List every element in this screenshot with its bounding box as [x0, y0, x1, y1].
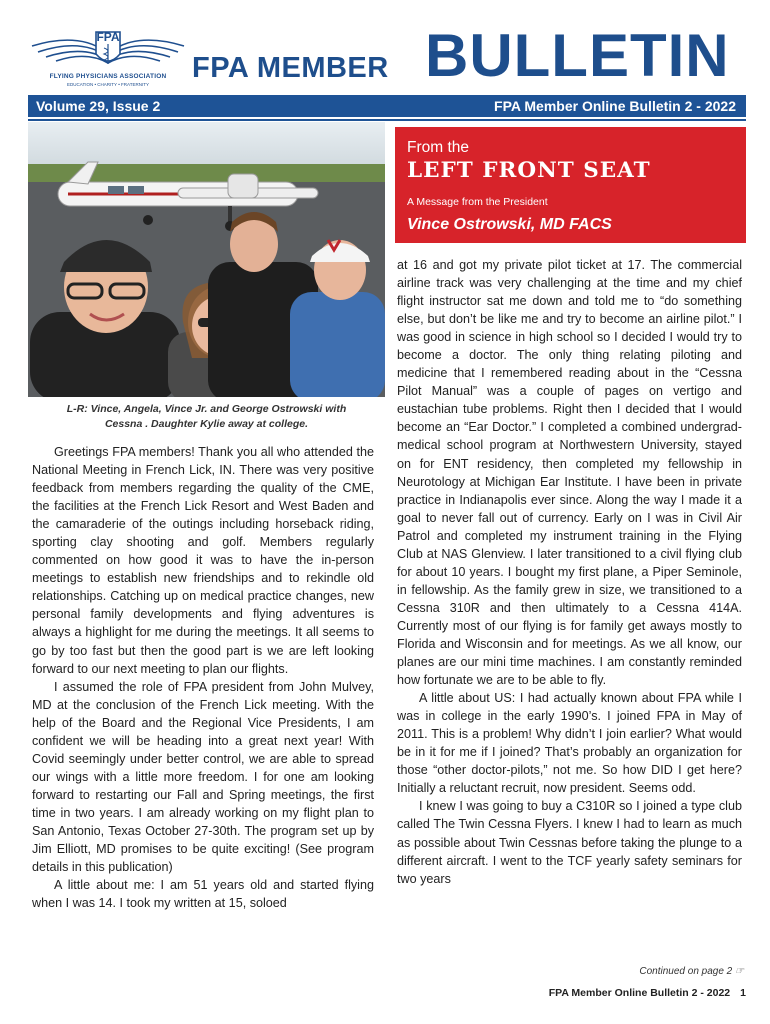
masthead-title-small: FPA MEMBER	[192, 52, 389, 84]
continued-link[interactable]: Continued on page 2 ☞	[639, 966, 744, 977]
family-photo	[28, 122, 385, 397]
svg-text:FPA: FPA	[96, 30, 120, 43]
fpa-logo	[28, 24, 188, 92]
masthead-rule	[28, 119, 746, 121]
page-number: 1	[740, 987, 746, 999]
article-paragraph: A little about me: I am 51 years old and started flying when I was 14. I took my written at 15, soloed	[32, 878, 374, 911]
article-paragraph: I knew I was going to buy a C310R so I joined a type club called The Twin Cessna Flyers. I knew I had to learn as much as possible about Twin Cessnas before taking the plunge to a different aircraft. I went to the TCF yearly safety seminars for two years	[397, 799, 742, 886]
page-footer	[549, 987, 746, 999]
article-column-left	[32, 443, 374, 912]
article-paragraph: A little about US: I had actually known about FPA while I was in college in the early 1990’s. I joined FPA in May of 2011. This is a problem! Why didn’t I join earlier? What would be in it for me if I joined? That’s probably an organization for those “other doctor-pilots,” not me. So how DID I get here? Initially a reluctant recruit, now president. Seems odd.	[397, 691, 742, 796]
section-title: LEFT FRONT SEAT	[407, 158, 651, 183]
logo-tagline: EDUCATION • CHARITY • FRATERNITY	[67, 82, 149, 87]
section-subtitle: A Message from the President	[407, 196, 548, 208]
article-paragraph: I assumed the role of FPA president from John Mulvey, MD at the conclusion of the French Lick meeting. With the help of the Board and the Regional Vice Presidents, I am confident we will be heading into a great next year! With Covid seemingly under better control, we are able to spread our wings with a little more freedom. I for one am looking forward to restarting our Fall and Spring meetings, the first time in two years. I am already working on my flight plan to San Antonio, Texas October 27-30th. The program set up by Jim Elliott, MD promises to be quite exciting! (See program details in this publication)	[32, 679, 374, 875]
edition-label: FPA Member Online Bulletin 2 - 2022	[494, 98, 736, 114]
logo-org-name: FLYING PHYSICIANS ASSOCIATION	[49, 73, 167, 80]
logo-abbr	[88, 29, 128, 43]
author-name: Vince Ostrowski, MD FACS	[407, 216, 612, 233]
photo-caption: L-R: Vince, Angela, Vince Jr. and George Ostrowski with Cessna . Daughter Kylie away at college.	[66, 403, 347, 430]
footer-label: FPA Member Online Bulletin 2 - 2022	[548, 987, 731, 999]
masthead-title-big: BULLETIN	[425, 22, 730, 89]
article-paragraph: at 16 and got my private pilot ticket at 17. The commercial airline track was very challenging at the time and my chief flight instructor sat me down and told me to “do something else, but don’t be like me and try to become an airline pilot.” I was good in science in high school so I decided I would try to become a doctor. The only thing relating piloting and medicine that I remembered reading about in the “Cessna Pilot Manual” was a couple of pages on vertigo and eustachian tube problems. Right then I decided that I would become an “Ear Doctor.” I completed a combined undergrad-medical school program at Northwestern University, stayed on for ENT residency, then completed my fellowship in Neurotology at Michigan Ear Institute. I have been in private practice in Indianapolis ever since. Along the way I made it a goal to never fall out of currency. Early on I was in Civil Air Patrol and completed my instrument training in the Flying Club at NAS Glenview. I later transitioned to a civil flying club for about 10 years. I bought my first plane, a Piper Seminole, in fellowship. As the family grew in size, we transitioned to a Cessna 310R and then ultimately to a Cessna 414A. Currently most of our flying is for family get aways mostly to Florida and Wisconsin and for meetings. As we all know, our planes are our mini time machines. I am constantly reminded how fortunate we are to be able to fly.	[397, 258, 742, 688]
article-column-right	[397, 256, 742, 888]
article-paragraph: Greetings FPA members! Thank you all who attended the National Meeting in French Lick, IN. There was very positive feedback from members regarding the quality of the CME, the facilities at the French Lick Resort and West Baden and the camaraderie of the outings including horseback riding, sporting clay shooting and golf. Members regularly commented on how good it was to have the in-person meetings to establish new friendships and to rekindle old relationships. Catching up on medical practice changes, new personal family developments and flying adventures is always a highlight for me during the meetings. It all seems to go by too fast but then the good part is we are left looking forward to our next meeting to plan our flights.	[32, 445, 374, 676]
section-from: From the	[407, 139, 470, 156]
volume-bar	[28, 95, 746, 117]
section-header-box	[395, 127, 746, 243]
volume-issue: Volume 29, Issue 2	[36, 98, 161, 114]
